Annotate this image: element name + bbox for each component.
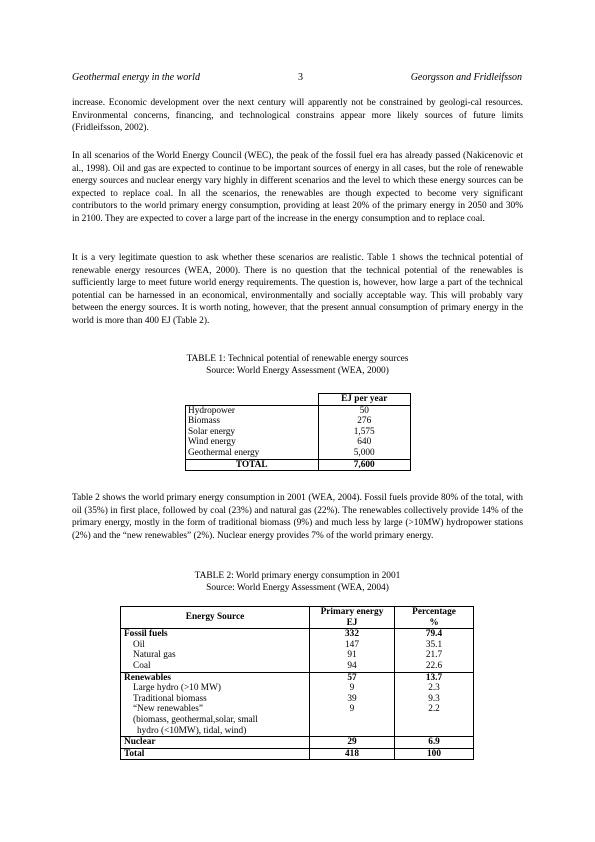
table2-row-label: (biomass, geothermal,solar, small bbox=[133, 714, 258, 725]
table2-row bbox=[121, 640, 474, 651]
table2-row-pct: 6.9 bbox=[395, 737, 474, 749]
table2-row-label: Coal bbox=[133, 660, 151, 671]
table2-row-pct: 35.1 bbox=[395, 640, 474, 651]
table1-row-value: 5,000 bbox=[318, 448, 411, 459]
table2-row-label: Total bbox=[121, 748, 310, 760]
table2-row-pct: 2.3 bbox=[395, 683, 474, 694]
table2-row-pct: 22.6 bbox=[395, 661, 474, 672]
paragraph-3: It is a very legitimate question to ask whether these scenarios are realistic. Table 1 shows the technical potential of renewable energy resources (WEA, 2000). There is no question that the technical potential of the renewables is sufficiently large to meet future world energy requirements. The question is, however, how large a part of the technical potential can be harnessed in an economical, environmentally and socially acceptable way. This will probably vary between the energy sources. It is worth noting, however, that the present annual consumption of primary energy in the world is more than 400 EJ (Table 2). bbox=[72, 253, 523, 326]
table1-row-value: 1,575 bbox=[318, 427, 411, 438]
table1-row bbox=[186, 416, 411, 427]
table2-row-ej: 147 bbox=[310, 640, 395, 651]
table2-row-ej bbox=[310, 726, 395, 737]
table1-caption bbox=[0, 353, 595, 378]
table2-row-pct: 21.7 bbox=[395, 650, 474, 661]
table1-header-ej: EJ per year bbox=[318, 394, 411, 406]
table2-row-label: Natural gas bbox=[133, 650, 176, 661]
page-number: 3 bbox=[298, 72, 303, 83]
table1-row bbox=[186, 448, 411, 459]
table1-total-label: TOTAL bbox=[186, 459, 319, 471]
table-2 bbox=[120, 606, 474, 760]
paragraph-4: Table 2 shows the world primary energy consumption in 2001 (WEA, 2004). Fossil fuels provide 80% of the total, with oil (35%) in first place, followed by coal (23%) and natural gas (22%). The renewables collectively provide 14% of the primary energy, mostly in the form of traditional biomass (9%) and much less by large (>10MW) hydropower stations (2%) and the “new renewables” (2%). Nuclear energy provides 7% of the world primary energy. bbox=[72, 493, 523, 541]
table2-row bbox=[121, 694, 474, 705]
table2-header-pct-line1: Percentage bbox=[412, 607, 456, 617]
table2-row-label: Renewables bbox=[121, 672, 310, 683]
running-header bbox=[72, 72, 522, 86]
table2-header-primary bbox=[310, 607, 395, 629]
table-1 bbox=[185, 393, 411, 471]
table2-row-ej: 91 bbox=[310, 650, 395, 661]
table2-row bbox=[121, 683, 474, 694]
table2-row-label: Fossil fuels bbox=[121, 629, 310, 640]
table2-row-ej: 9 bbox=[310, 704, 395, 715]
table2-row-pct: 2.2 bbox=[395, 704, 474, 715]
table2-row bbox=[121, 704, 474, 715]
paragraph-1: increase. Economic development over the next century will apparently not be constrained by geologi-cal resources. Environmental concerns, financing, and technological constrains appear more likely sources of future limits (Fridleifsson, 2002). bbox=[72, 98, 523, 134]
header-title: Geothermal energy in the world bbox=[72, 72, 200, 83]
table1-row-value: 276 bbox=[318, 416, 411, 427]
table2-row-label: Oil bbox=[133, 639, 145, 650]
table2-row-ej: 39 bbox=[310, 694, 395, 705]
table2-row-label: Nuclear bbox=[121, 737, 310, 749]
table2-row bbox=[121, 726, 474, 737]
table2-row-ej: 418 bbox=[310, 748, 395, 760]
table2-row-pct: 100 bbox=[395, 748, 474, 760]
table2-caption-title: TABLE 2: World primary energy consumption in 2001 bbox=[194, 571, 401, 581]
table2-header-pct-line2: % bbox=[429, 617, 439, 628]
table2-row-ej: 94 bbox=[310, 661, 395, 672]
table1-row bbox=[186, 437, 411, 448]
table2-row-pct bbox=[395, 715, 474, 726]
table1-row-label: Hydropower bbox=[186, 405, 319, 416]
table1-total-value: 7,600 bbox=[318, 459, 411, 471]
table2-row-label: Traditional biomass bbox=[133, 693, 207, 704]
table2-row-pct: 9.3 bbox=[395, 694, 474, 705]
table1-caption-source: Source: World Energy Assessment (WEA, 2000) bbox=[206, 366, 389, 377]
table2-header-percentage bbox=[395, 607, 474, 629]
table1-row bbox=[186, 405, 411, 416]
table2-row-ej: 332 bbox=[310, 629, 395, 640]
table1-row-label: Wind energy bbox=[186, 437, 319, 448]
table2-row-pct: 79.4 bbox=[395, 629, 474, 640]
table2-row bbox=[121, 629, 474, 640]
table2-row-ej: 29 bbox=[310, 737, 395, 749]
table2-row bbox=[121, 737, 474, 749]
header-authors: Georgsson and Fridleifsson bbox=[410, 72, 522, 83]
table2-row bbox=[121, 650, 474, 661]
table2-header-primary-line1: Primary energy bbox=[320, 607, 384, 617]
table1-row-label: Biomass bbox=[186, 416, 319, 427]
table2-row bbox=[121, 672, 474, 683]
table2-row-pct: 13.7 bbox=[395, 672, 474, 683]
table2-row-label: “New renewables” bbox=[133, 704, 203, 715]
table1-row-label: Geothermal energy bbox=[186, 448, 319, 459]
table2-caption-source: Source: World Energy Assessment (WEA, 2004) bbox=[206, 583, 389, 594]
table2-row-label: hydro (<10MW), tidal, wind) bbox=[137, 725, 247, 736]
table2-header-primary-line2: EJ bbox=[346, 617, 358, 628]
table2-header-source: Energy Source bbox=[121, 607, 310, 629]
table2-row bbox=[121, 661, 474, 672]
table2-row-ej: 57 bbox=[310, 672, 395, 683]
table2-row-ej bbox=[310, 715, 395, 726]
table1-row bbox=[186, 427, 411, 438]
table2-row-pct bbox=[395, 726, 474, 737]
table2-caption bbox=[0, 570, 595, 595]
paragraph-2: In all scenarios of the World Energy Council (WEC), the peak of the fossil fuel era has already passed (Nakicenovic et al., 1998). Oil and gas are expected to continue to be important sources of energy in all cases, but the role of renewable energy sources and nuclear energy vary highly in different scenarios and the level to which these energy sources can be expected to replace coal. In all the scenarios, the renewables are though expected to become very significant contributors to the world primary energy consumption, providing at least 20% of the primary energy in 2050 and 30% in 2100. They are expected to cover a large part of the increase in the energy consumption and to replace coal. bbox=[72, 151, 523, 224]
table2-row bbox=[121, 715, 474, 726]
table1-caption-title: TABLE 1: Technical potential of renewable energy sources bbox=[186, 354, 409, 364]
table1-row-label: Solar energy bbox=[186, 427, 319, 438]
table1-row-value: 50 bbox=[318, 405, 411, 416]
table2-row bbox=[121, 748, 474, 760]
table2-row-label: Large hydro (>10 MW) bbox=[133, 683, 221, 694]
table2-row-ej: 9 bbox=[310, 683, 395, 694]
table1-row-value: 640 bbox=[318, 437, 411, 448]
